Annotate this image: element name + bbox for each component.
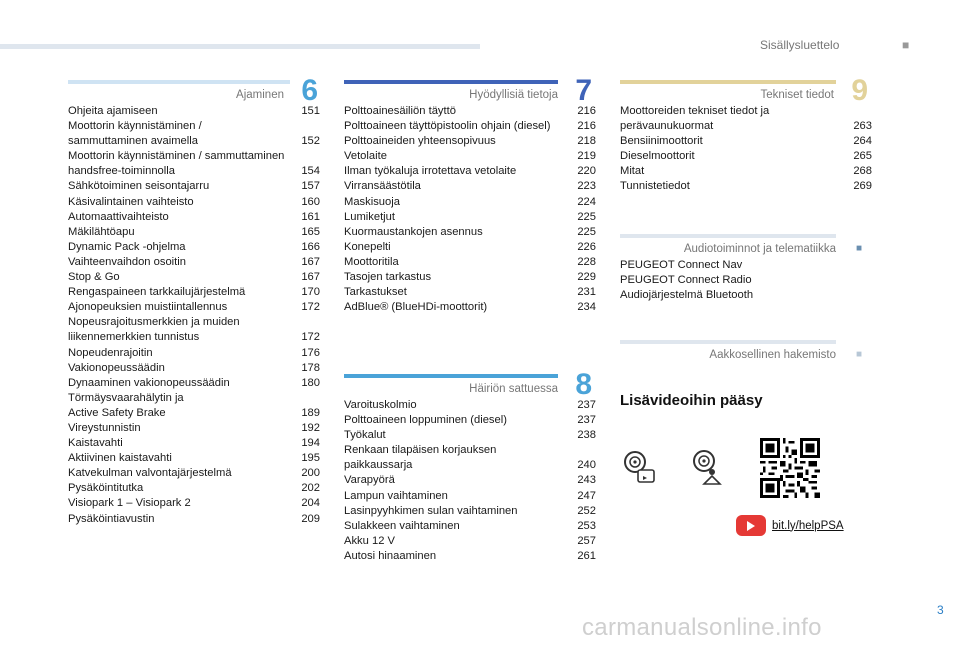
toc-entry[interactable]	[68, 270, 320, 285]
toc-entry-label: Dynaaminen vakionopeussäädin	[68, 376, 230, 389]
toc-entry-label: Autosi hinaaminen	[344, 549, 437, 562]
section-title: Häiriön sattuessa	[469, 383, 558, 395]
toc-entry-page: 154	[301, 165, 320, 178]
section-bar	[620, 340, 836, 344]
section-bar	[68, 80, 290, 84]
toc-entry-page: 243	[577, 474, 596, 487]
help-link[interactable]: bit.ly/helpPSA	[772, 519, 844, 532]
section-number: 7	[575, 74, 592, 107]
toc-entry-label: Lumiketjut	[344, 210, 395, 223]
toc-entry-page: 165	[301, 225, 320, 238]
toc-entry-page: 263	[853, 120, 872, 133]
toc-entry[interactable]	[344, 225, 596, 240]
toc-entry-page: 257	[577, 534, 596, 547]
toc-entry-label: Törmäysvaarahälytin ja Active Safety Brake	[68, 391, 184, 419]
toc-entry[interactable]	[344, 549, 596, 564]
section-audio	[620, 232, 872, 303]
page-title: Sisällysluettelo	[760, 38, 840, 52]
toc-entry[interactable]	[68, 376, 320, 391]
section-number: 6	[301, 74, 318, 107]
toc-entry-label: Kuormaustankojen asennus	[344, 225, 483, 238]
toc-entry-page: 219	[577, 150, 596, 163]
toc-entry[interactable]	[344, 519, 596, 534]
toc-entry-page: 161	[301, 210, 320, 223]
toc-entry[interactable]	[68, 361, 320, 376]
toc-entry[interactable]	[68, 481, 320, 496]
toc-entry[interactable]	[68, 104, 320, 119]
toc-entry[interactable]	[68, 149, 320, 179]
toc-entry-label: Stop & Go	[68, 271, 120, 284]
toc-list	[344, 104, 596, 315]
toc-entry-label: Renkaan tilapäisen korjauksen paikkaussarja	[344, 444, 497, 472]
toc-entry-page: 189	[301, 406, 320, 419]
wheel-screen-icon	[620, 448, 660, 493]
toc-entry-page: 202	[301, 482, 320, 495]
toc-entry-page: 253	[577, 519, 596, 532]
toc-entry-label: Aktiivinen kaistavahti	[68, 452, 172, 465]
toc-entry[interactable]	[344, 473, 596, 488]
toc-entry-label: Maskisuoja	[344, 195, 400, 208]
section-hakemisto	[620, 338, 872, 364]
toc-entry-page: 225	[577, 210, 596, 223]
toc-entry[interactable]	[344, 164, 596, 179]
section-ajaminen	[68, 74, 320, 527]
toc-entry-page: 172	[301, 301, 320, 314]
page-number: 3	[937, 603, 944, 617]
toc-entry[interactable]	[68, 466, 320, 481]
toc-entry-page: 231	[577, 286, 596, 299]
toc-list	[620, 258, 872, 303]
toc-entry[interactable]	[344, 443, 596, 473]
toc-entry-label: Virransäästötila	[344, 180, 421, 193]
toc-entry-label: Akku 12 V	[344, 534, 395, 547]
toc-entry-page: 167	[301, 271, 320, 284]
toc-entry-label: Vaihteenvaihdon osoitin	[68, 255, 186, 268]
toc-entry-page: 216	[577, 120, 596, 133]
toc-entry-page: 268	[853, 165, 872, 178]
wheel-person-icon	[690, 448, 730, 493]
toc-entry[interactable]	[344, 504, 596, 519]
toc-entry-label: Moottorin käynnistäminen / sammuttaminen avaimella	[68, 120, 202, 148]
section-title: Ajaminen	[236, 89, 284, 101]
toc-entry[interactable]	[344, 270, 596, 285]
toc-entry-label: Automaattivaihteisto	[68, 210, 169, 223]
toc-entry-label: Pysäköintiavustin	[68, 512, 155, 525]
toc-entry-page: 229	[577, 271, 596, 284]
section-title: Hyödyllisiä tietoja	[469, 89, 558, 101]
toc-entry[interactable]	[68, 179, 320, 194]
header-dot: ■	[902, 38, 910, 52]
toc-entry-page: 194	[301, 437, 320, 450]
toc-entry-label: Konepelti	[344, 240, 391, 253]
toc-entry[interactable]	[344, 210, 596, 225]
toc-entry-page: 252	[577, 504, 596, 517]
toc-entry-label: Bensiinimoottorit	[620, 135, 703, 148]
toc-entry[interactable]	[620, 134, 872, 149]
toc-entry[interactable]	[68, 240, 320, 255]
header-bar	[0, 44, 480, 49]
section-title: Aakkosellinen hakemisto	[709, 349, 836, 361]
toc-entry-page: 223	[577, 180, 596, 193]
toc-entry[interactable]	[344, 104, 596, 119]
toc-entry-page: 234	[577, 301, 596, 314]
toc-entry[interactable]	[344, 134, 596, 149]
toc-entry-page: 225	[577, 225, 596, 238]
toc-entry[interactable]	[68, 421, 320, 436]
toc-entry-page: 167	[301, 255, 320, 268]
toc-entry-label: Varoituskolmio	[344, 399, 417, 411]
toc-entry-label: Lasinpyyhkimen sulan vaihtaminen	[344, 504, 518, 517]
toc-entry-label: AdBlue® (BlueHDi-moottorit)	[344, 301, 488, 314]
toc-entry-page: 204	[301, 497, 320, 510]
toc-entry-label: Polttoainesäiliön täyttö	[344, 105, 456, 117]
toc-entry-page: 178	[301, 361, 320, 374]
toc-entry[interactable]	[68, 225, 320, 240]
toc-entry-page: 220	[577, 165, 596, 178]
watermark: carmanualsonline.info	[582, 614, 822, 641]
help-link-box[interactable]	[736, 515, 844, 536]
section-number: 8	[575, 368, 592, 401]
section-bar	[344, 374, 558, 378]
toc-entry-label: Ajonopeuksien muistiintallennus	[68, 301, 228, 314]
toc-entry-page: 240	[577, 459, 596, 472]
toc-entry[interactable]	[68, 315, 320, 345]
toc-entry-page: 224	[577, 195, 596, 208]
toc-entry-page: 218	[577, 135, 596, 148]
toc-entry[interactable]	[68, 255, 320, 270]
toc-entry-label: Sulakkeen vaihtaminen	[344, 519, 460, 532]
toc-entry[interactable]	[68, 285, 320, 300]
toc-entry[interactable]	[620, 258, 872, 273]
toc-entry-label: Mäkilähtöapu	[68, 225, 135, 238]
toc-entry[interactable]	[68, 210, 320, 225]
toc-entry[interactable]	[68, 496, 320, 511]
toc-entry[interactable]	[344, 398, 596, 413]
toc-entry[interactable]	[620, 273, 872, 288]
section-bar	[620, 80, 836, 84]
toc-entry-label: Kaistavahti	[68, 437, 123, 450]
toc-entry[interactable]	[344, 240, 596, 255]
toc-entry[interactable]	[68, 119, 320, 149]
toc-entry-label: Ohjeita ajamiseen	[68, 105, 158, 117]
toc-entry-label: Työkalut	[344, 429, 386, 442]
toc-entry-label: Tarkastukset	[344, 286, 407, 299]
toc-entry-label: Lampun vaihtaminen	[344, 489, 448, 502]
toc-entry-page: 209	[301, 512, 320, 525]
section-dot: ■	[855, 243, 862, 254]
toc-entry-page: 238	[577, 429, 596, 442]
section-bar	[344, 80, 558, 84]
section-title: Audiotoiminnot ja telematiikka	[683, 243, 836, 255]
toc-entry[interactable]	[344, 285, 596, 300]
toc-entry-page: 195	[301, 452, 320, 465]
toc-entry[interactable]	[68, 451, 320, 466]
toc-entry-label: Tunnistetiedot	[620, 180, 690, 193]
toc-entry-page: 200	[301, 467, 320, 480]
toc-entry-label: Sähkötoiminen seisontajarru	[68, 180, 210, 193]
qr-code-icon[interactable]	[760, 438, 820, 503]
toc-entry-page: 261	[577, 549, 596, 562]
toc-entry-label: Nopeudenrajoitin	[68, 346, 153, 359]
toc-entry-label: Visiopark 1 – Visiopark 2	[68, 497, 191, 510]
toc-entry-label: Nopeusrajoitusmerkkien ja muiden liikennemerkkien tunnistus	[68, 316, 240, 344]
toc-entry-label: Katvekulman valvontajärjestelmä	[68, 467, 232, 480]
toc-entry-page: 237	[577, 414, 596, 427]
toc-entry-page: 264	[853, 135, 872, 148]
toc-entry[interactable]	[344, 413, 596, 428]
toc-entry-page: 160	[301, 195, 320, 208]
toc-entry-label: Moottorin käynnistäminen / sammuttaminen handsfree-toiminnolla	[68, 150, 285, 178]
section-hairion	[344, 368, 596, 564]
toc-entry[interactable]	[620, 104, 872, 134]
toc-entry-label: Tasojen tarkastus	[344, 271, 432, 284]
toc-entry-page: 192	[301, 421, 320, 434]
toc-entry[interactable]	[620, 179, 872, 194]
toc-entry[interactable]	[68, 195, 320, 210]
toc-entry-page: 157	[301, 180, 320, 193]
toc-entry-page: 216	[577, 105, 596, 117]
toc-entry-label: PEUGEOT Connect Radio	[620, 274, 752, 287]
toc-entry[interactable]	[344, 428, 596, 443]
toc-entry[interactable]	[344, 534, 596, 549]
toc-entry-label: Vetolaite	[344, 150, 387, 163]
toc-entry[interactable]	[344, 195, 596, 210]
toc-entry-label: Polttoaineiden yhteensopivuus	[344, 135, 496, 148]
section-bar	[620, 234, 836, 238]
toc-entry-page: 228	[577, 255, 596, 268]
toc-entry-label: Polttoaineen täyttöpistoolin ohjain (diesel)	[344, 120, 551, 133]
toc-entry-label: Dieselmoottorit	[620, 150, 695, 163]
toc-entry[interactable]	[620, 288, 872, 303]
toc-entry-label: Moottoreiden tekniset tiedot ja perävaunukuormat	[620, 105, 770, 133]
section-tekniset	[620, 74, 872, 195]
section-dot: ■	[855, 349, 862, 360]
toc-entry-page: 265	[853, 150, 872, 163]
toc-entry[interactable]	[344, 179, 596, 194]
toc-entry[interactable]	[344, 149, 596, 164]
toc-entry[interactable]	[68, 512, 320, 527]
toc-entry[interactable]	[68, 300, 320, 315]
toc-entry-label: Ilman työkaluja irrotettava vetolaite	[344, 165, 517, 178]
toc-entry-label: Moottoritila	[344, 255, 399, 268]
toc-entry-label: Vakionopeussäädin	[68, 361, 165, 374]
toc-entry-label: Vireystunnistin	[68, 421, 141, 434]
toc-entry[interactable]	[344, 300, 596, 315]
section-number: 9	[851, 74, 868, 107]
toc-entry[interactable]	[344, 255, 596, 270]
toc-list	[68, 104, 320, 527]
toc-entry[interactable]	[344, 119, 596, 134]
toc-entry[interactable]	[344, 489, 596, 504]
toc-entry-page: 180	[301, 376, 320, 389]
toc-entry-label: Dynamic Pack -ohjelma	[68, 240, 186, 253]
toc-entry-label: Mitat	[620, 165, 645, 178]
toc-entry-label: Rengaspaineen tarkkailujärjestelmä	[68, 286, 246, 299]
toc-entry-page: 237	[577, 399, 596, 411]
toc-entry-page: 247	[577, 489, 596, 502]
toc-entry[interactable]	[68, 346, 320, 361]
toc-entry-page: 176	[301, 346, 320, 359]
toc-entry-page: 151	[301, 105, 320, 117]
section-hyodyllisia	[344, 74, 596, 315]
toc-entry-label: Polttoaineen loppuminen (diesel)	[344, 414, 507, 427]
toc-entry-page: 166	[301, 240, 320, 253]
toc-entry[interactable]	[620, 164, 872, 179]
media-title: Lisävideoihin pääsy	[620, 392, 763, 409]
toc-entry-label: Varapyörä	[344, 474, 395, 487]
toc-entry-label: Pysäköintitutka	[68, 482, 144, 495]
toc-entry-label: Käsivalintainen vaihteisto	[68, 195, 194, 208]
toc-entry-page: 152	[301, 135, 320, 148]
toc-entry-label: PEUGEOT Connect Nav	[620, 259, 743, 271]
section-title: Tekniset tiedot	[760, 89, 834, 101]
toc-entry-page: 269	[853, 180, 872, 193]
toc-entry[interactable]	[68, 391, 320, 421]
toc-list	[344, 398, 596, 564]
toc-entry-page: 170	[301, 286, 320, 299]
toc-list	[620, 104, 872, 195]
toc-entry-label: Audiojärjestelmä Bluetooth	[620, 289, 754, 302]
toc-entry[interactable]	[620, 149, 872, 164]
toc-entry-page: 172	[301, 331, 320, 344]
youtube-icon[interactable]	[736, 515, 766, 536]
toc-entry-page: 226	[577, 240, 596, 253]
toc-entry[interactable]	[68, 436, 320, 451]
